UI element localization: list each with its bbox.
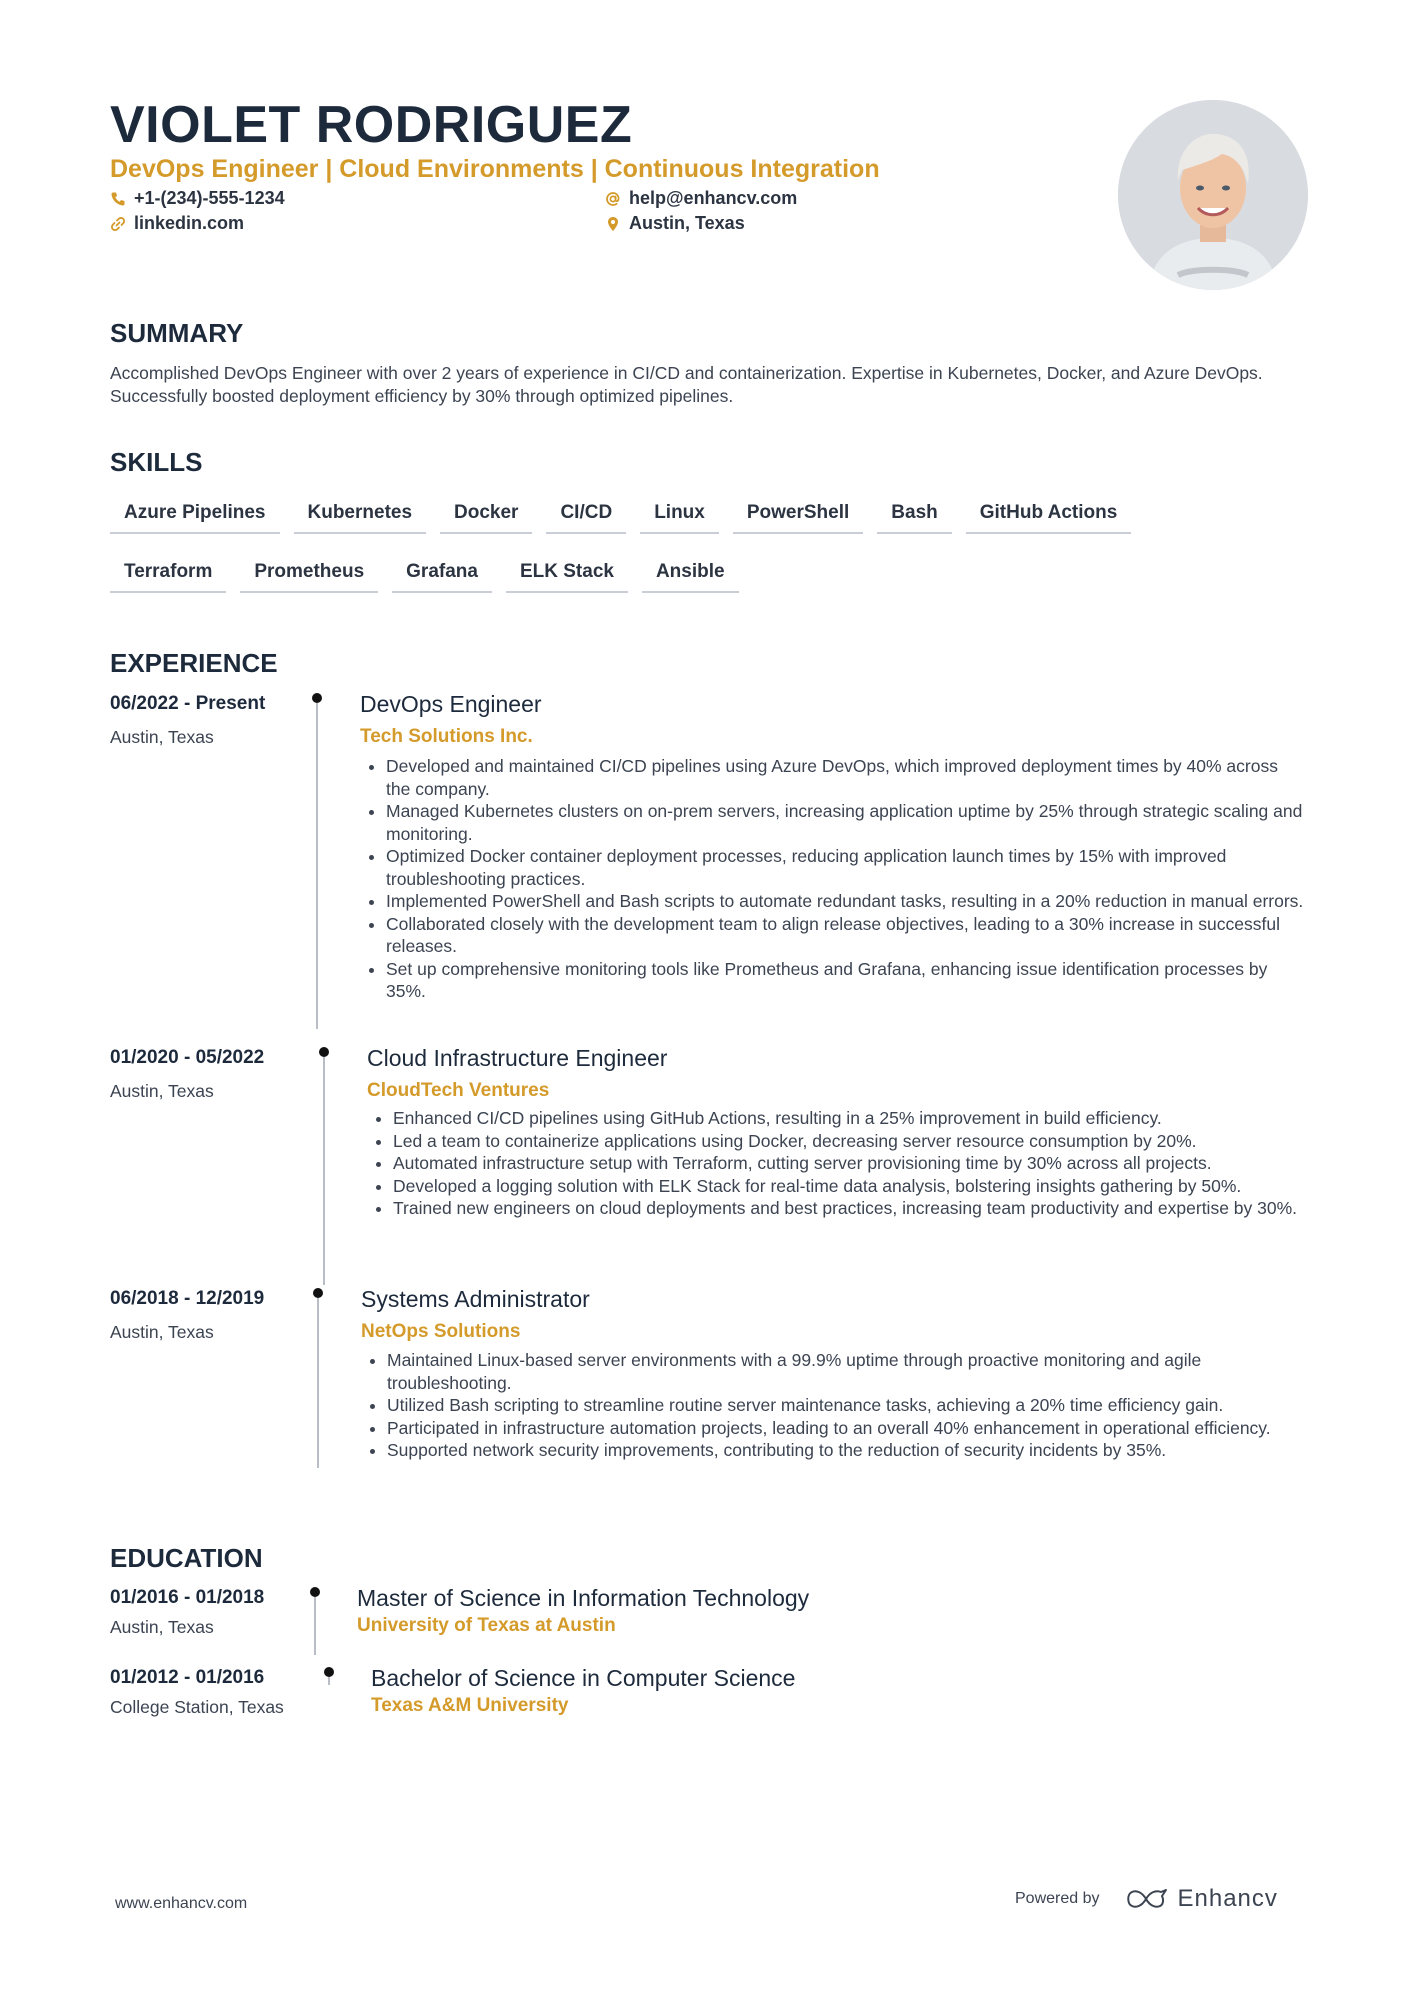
- education-dates: 01/2016 - 01/2018: [110, 1587, 265, 1608]
- skill-tag: Grafana: [392, 555, 492, 593]
- brand-name: Enhancv: [1177, 1885, 1278, 1912]
- timeline-dot: [324, 1667, 334, 1677]
- contact-email: [605, 188, 797, 209]
- job-role: Systems Administrator: [361, 1286, 590, 1312]
- job-bullet: • Participated in infrastructure automation projects, leading to an overall 40% enhancement in operational efficiency.: [387, 1417, 1317, 1440]
- footer-branding: [1015, 1885, 1278, 1913]
- job-company: CloudTech Ventures: [367, 1080, 550, 1101]
- timeline-line: [314, 1597, 316, 1655]
- job-location: Austin, Texas: [110, 727, 214, 747]
- skill-tag: CI/CD: [546, 496, 626, 534]
- summary-heading: SUMMARY: [110, 318, 244, 348]
- contact-location: [605, 213, 745, 234]
- job-role: DevOps Engineer: [360, 691, 542, 717]
- powered-by-label: Powered by: [1015, 1890, 1100, 1907]
- job-bullet: • Optimized Docker container deployment processes, reducing application launch times by 15% with improved troubleshooting practices.: [386, 845, 1306, 890]
- timeline-line: [317, 1298, 319, 1468]
- job-bullets: [367, 1107, 1333, 1220]
- job-bullet: • Set up comprehensive monitoring tools like Prometheus and Grafana, enhancing issue identification processes by 35%.: [386, 958, 1306, 1003]
- summary-text: Accomplished DevOps Engineer with over 2 years of experience in CI/CD and containerization. Expertise in Kubernetes, Docker, and Azure DevOps. Successfully boosted deployment efficiency by 30% through optimized pipelines.: [110, 363, 1263, 406]
- job-bullet: • Trained new engineers on cloud deployments and best practices, increasing team productivity and expertise by 30%.: [393, 1197, 1333, 1220]
- skill-tag: Ansible: [642, 555, 739, 593]
- skills-row-2: [110, 555, 739, 593]
- skill-tag: Kubernetes: [294, 496, 427, 534]
- timeline-dot: [310, 1587, 320, 1597]
- timeline-dot: [313, 1288, 323, 1298]
- skill-tag: Linux: [640, 496, 719, 534]
- job-bullet: • Utilized Bash scripting to streamline routine server maintenance tasks, achieving a 20% time efficiency gain.: [387, 1394, 1317, 1417]
- job-dates: 06/2018 - 12/2019: [110, 1288, 265, 1309]
- at-icon: [605, 191, 621, 207]
- job-location: Austin, Texas: [110, 1322, 214, 1342]
- job-bullet: • Developed a logging solution with ELK Stack for real-time data analysis, bolstering insights gathering by 50%.: [393, 1175, 1333, 1198]
- timeline-line: [323, 1057, 325, 1285]
- email-text[interactable]: help@enhancv.com: [629, 188, 798, 208]
- brand-logo[interactable]: [1124, 1885, 1278, 1913]
- skill-tag: Docker: [440, 496, 532, 534]
- job-location: Austin, Texas: [110, 1081, 214, 1101]
- job-bullets: [360, 755, 1306, 1003]
- education-heading: EDUCATION: [110, 1543, 263, 1573]
- education-degree: Master of Science in Information Technology: [357, 1585, 810, 1611]
- candidate-title: DevOps Engineer | Cloud Environments | Continuous Integration: [110, 155, 880, 183]
- skills-row-1: [110, 496, 1131, 534]
- skill-tag: GitHub Actions: [966, 496, 1132, 534]
- job-bullet: • Supported network security improvements, contributing to the reduction of security incidents by 35%.: [387, 1439, 1317, 1462]
- contact-phone: [110, 188, 285, 209]
- education-location: Austin, Texas: [110, 1617, 214, 1637]
- enhancv-logo-icon: [1124, 1887, 1170, 1911]
- location-pin-icon: [605, 216, 621, 232]
- education-dates: 01/2012 - 01/2016: [110, 1667, 265, 1688]
- job-dates: 01/2020 - 05/2022: [110, 1047, 265, 1068]
- experience-heading: EXPERIENCE: [110, 648, 278, 678]
- job-bullet: • Led a team to containerize applications using Docker, decreasing server resource consumption by 20%.: [393, 1130, 1333, 1153]
- job-bullet: • Automated infrastructure setup with Terraform, cutting server provisioning time by 30% across all projects.: [393, 1152, 1333, 1175]
- job-company: Tech Solutions Inc.: [360, 726, 533, 747]
- candidate-name: VIOLET RODRIGUEZ: [110, 96, 633, 154]
- job-bullets: [361, 1349, 1317, 1462]
- job-bullet: • Enhanced CI/CD pipelines using GitHub Actions, resulting in a 25% improvement in build efficiency.: [393, 1107, 1333, 1130]
- job-bullet: • Developed and maintained CI/CD pipelines using Azure DevOps, which improved deployment times by 40% across the company.: [386, 755, 1306, 800]
- timeline-line: [328, 1677, 330, 1685]
- link-icon: [110, 216, 126, 232]
- profile-photo: [1118, 100, 1308, 290]
- contact-linkedin: [110, 213, 244, 234]
- phone-text[interactable]: +1-(234)-555-1234: [134, 188, 285, 208]
- education-school: Texas A&M University: [371, 1695, 569, 1716]
- job-bullet: • Maintained Linux-based server environments with a 99.9% uptime through proactive monitoring and agile troubleshooting.: [387, 1349, 1317, 1394]
- timeline-line: [316, 703, 318, 1029]
- skill-tag: Azure Pipelines: [110, 496, 280, 534]
- timeline-dot: [312, 693, 322, 703]
- skill-tag: Prometheus: [240, 555, 378, 593]
- job-bullet: • Implemented PowerShell and Bash scripts to automate redundant tasks, resulting in a 20% reduction in manual errors.: [386, 890, 1306, 913]
- footer-website[interactable]: www.enhancv.com: [115, 1895, 248, 1912]
- skills-heading: SKILLS: [110, 447, 203, 477]
- skill-tag: Bash: [877, 496, 951, 534]
- education-school: University of Texas at Austin: [357, 1615, 616, 1636]
- job-dates: 06/2022 - Present: [110, 693, 266, 714]
- job-company: NetOps Solutions: [361, 1321, 521, 1342]
- location-text: Austin, Texas: [629, 213, 745, 233]
- phone-icon: [110, 191, 126, 207]
- skill-tag: ELK Stack: [506, 555, 628, 593]
- skill-tag: Terraform: [110, 555, 226, 593]
- timeline-dot: [319, 1047, 329, 1057]
- skill-tag: PowerShell: [733, 496, 863, 534]
- job-role: Cloud Infrastructure Engineer: [367, 1045, 668, 1071]
- job-bullet: • Collaborated closely with the development team to align release objectives, leading to a 30% increase in successful releases.: [386, 913, 1306, 958]
- education-degree: Bachelor of Science in Computer Science: [371, 1665, 796, 1691]
- linkedin-text[interactable]: linkedin.com: [134, 213, 245, 233]
- education-location: College Station, Texas: [110, 1697, 284, 1717]
- job-bullet: • Managed Kubernetes clusters on on-prem servers, increasing application uptime by 25% through strategic scaling and monitoring.: [386, 800, 1306, 845]
